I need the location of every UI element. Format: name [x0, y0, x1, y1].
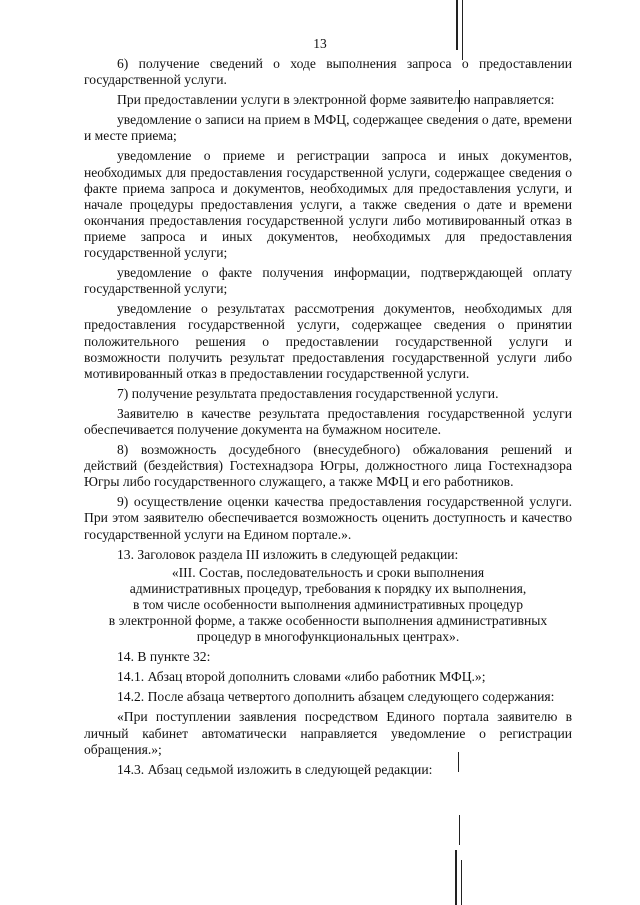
- paragraph: Заявителю в качестве результата предоставления государственной услуги обеспечивается получение документа на бумажном носителе.: [84, 405, 572, 437]
- paragraph: 14.3. Абзац седьмой изложить в следующей редакции:: [117, 761, 433, 777]
- page-number: 13: [313, 36, 327, 51]
- scan-artifact-line: [459, 815, 460, 845]
- section-heading: [84, 565, 572, 645]
- paragraph: уведомление о результатах рассмотрения документов, необходимых для предоставления государственной услуги, содержащее сведения о принятии положительного решения о предоставлении государственной услуги и возможности получить результат предоставления государственной услуги либо мотивированный отказ в предоставлении государственной услуги.: [84, 301, 572, 381]
- paragraph: 14.1. Абзац второй дополнить словами «либо работник МФЦ.»;: [117, 669, 486, 685]
- paragraph: 7) получение результата предоставления государственной услуги.: [117, 385, 499, 401]
- scan-artifact-line: [455, 850, 457, 905]
- document-body: [84, 56, 572, 778]
- paragraph: При предоставлении услуги в электронной форме заявителю направляется:: [117, 92, 555, 108]
- heading-line: процедур в многофункциональных центрах».: [196, 629, 460, 645]
- paragraph: 9) осуществление оценки качества предоставления государственной услуги. При этом заявителю обеспечивается возможность оценить доступность и качество государственной услуги на Едином портале.».: [84, 494, 572, 542]
- paragraph: 14. В пункте 32:: [117, 649, 211, 665]
- paragraph: уведомление о записи на прием в МФЦ, содержащее сведения о дате, времени и месте приема;: [84, 112, 572, 144]
- paragraph: 14.2. После абзаца четвертого дополнить абзацем следующего содержания:: [117, 689, 555, 705]
- heading-line: административных процедур, требования к порядку их выполнения,: [129, 580, 527, 596]
- paragraph: 8) возможность досудебного (внесудебного) обжалования решений и действий (бездействия) Гостехнадзора Югры, должностного лица Гостехнадзора Югры либо государственного служащего, а также МФЦ и его работников.: [84, 442, 572, 490]
- heading-line: в том числе особенности выполнения административных процедур: [132, 596, 524, 612]
- paragraph: уведомление о факте получения информации, подтверждающей оплату государственной услуги;: [84, 265, 572, 297]
- paragraph: «При поступлении заявления посредством Единого портала заявителю в личный кабинет автоматически направляется уведомление о регистрации обращения.»;: [84, 709, 572, 757]
- paragraph: 6) получение сведений о ходе выполнения запроса о предоставлении государственной услуги.: [84, 56, 572, 88]
- scan-artifact-line: [461, 860, 462, 905]
- heading-line: в электронной форме, а также особенности выполнения административных: [108, 613, 548, 628]
- paragraph: 13. Заголовок раздела III изложить в следующей редакции:: [117, 546, 459, 562]
- heading-line: «III. Состав, последовательность и сроки выполнения: [171, 564, 485, 580]
- paragraph: уведомление о приеме и регистрации запроса и иных документов, необходимых для предоставления государственной услуги, содержащее сведения о факте приема запроса и документов, необходимых для предоставления услуги, и начале процедуры предоставления услуги, а также сведения о дате и времени окончания предоставления государственной услуги либо мотивированный отказ в приеме запроса и иных документов, необходимых для предоставления государственной услуги;: [84, 148, 572, 261]
